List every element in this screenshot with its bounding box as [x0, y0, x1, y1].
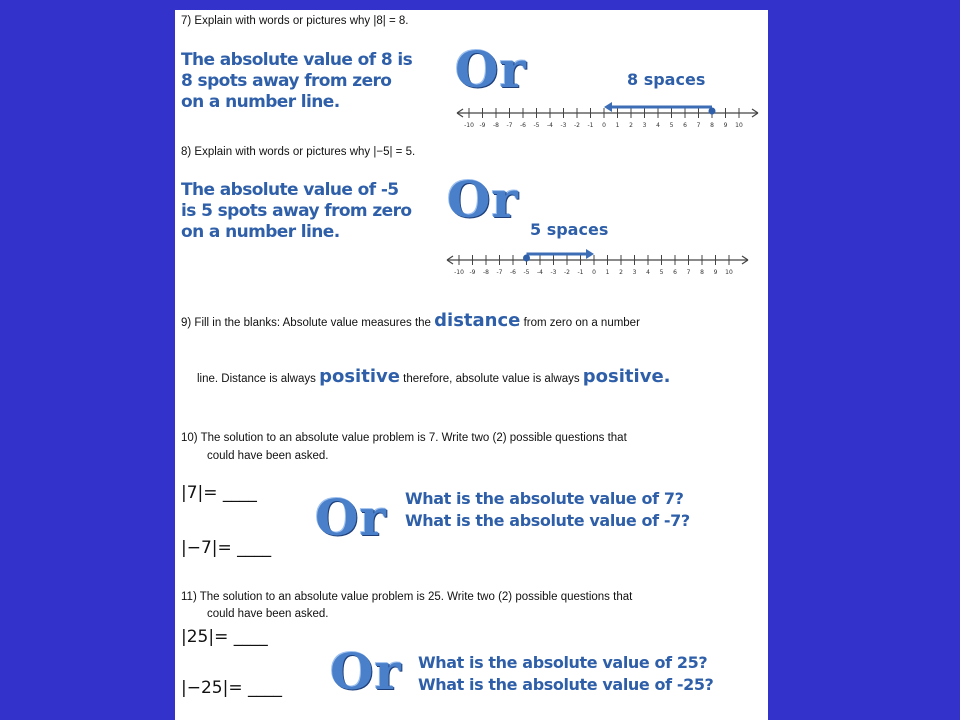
q8-line-tick-label: 5 [659, 269, 664, 276]
q7-line-tick-label: -6 [520, 122, 526, 129]
q9-line-1 [181, 310, 640, 331]
q8-line-distance-arrowhead [586, 249, 594, 259]
q11-or-label: Or [330, 642, 402, 701]
q7-line-tick-label: -1 [587, 122, 594, 129]
q7-answer [181, 50, 412, 113]
q10-answer-2: What is the absolute value of -7? [405, 511, 690, 530]
q9-blank-positive-2: positive. [582, 366, 671, 387]
q7-line-tick-label: 10 [735, 122, 743, 129]
q8-line-tick-label: 8 [700, 269, 704, 276]
q11-answer-1: What is the absolute value of 25? [418, 653, 708, 672]
q11-answer-2: What is the absolute value of -25? [418, 675, 714, 694]
q7-line-tick-label: -2 [574, 122, 580, 129]
q8-answer-line-3: on a number line. [181, 222, 340, 242]
q8-line-tick-label: 6 [673, 269, 677, 276]
worksheet-page [175, 10, 768, 720]
q7-line-tick-label: -7 [506, 122, 513, 129]
q7-answer-line-1: The absolute value of 8 is [181, 50, 413, 70]
q7-line-tick-label: -5 [533, 122, 540, 129]
q8-line-tick-label: -8 [483, 269, 489, 276]
q7-prompt: 7) Explain with words or pictures why |8| = 8. [181, 15, 409, 27]
q8-answer-line-2: is 5 spots away from zero [181, 201, 412, 221]
q8-or-label: Or [447, 170, 519, 229]
q7-line-tick-label: 6 [683, 122, 687, 129]
q11-expression-1: |25|= ____ [181, 627, 268, 647]
q7-line-tick-label: -9 [479, 122, 486, 129]
q8-prompt: 8) Explain with words or pictures why |−5| = 5. [181, 146, 416, 158]
q9-blank-distance: distance [434, 310, 521, 331]
q9-text-1: 9) Fill in the blanks: Absolute value measures the [181, 317, 431, 329]
q8-line-tick-label: -2 [564, 269, 570, 276]
q7-or-label: Or [455, 40, 527, 99]
q7-line-start-point [709, 108, 716, 115]
q10-prompt-line-2: could have been asked. [207, 450, 329, 462]
q8-line-tick-label: -1 [577, 269, 584, 276]
q8-line-tick-label: 3 [632, 269, 637, 276]
q8-line-tick-label: -3 [550, 269, 557, 276]
q10-expression-1: |7|= ____ [181, 483, 257, 503]
q11-expression-2: |−25|= ____ [181, 678, 282, 698]
q10-expression-2: |−7|= ____ [181, 538, 272, 558]
q8-line-tick-label: 10 [725, 269, 733, 276]
q10-prompt-line-1: 10) The solution to an absolute value problem is 7. Write two (2) possible questions that [181, 432, 627, 444]
q9-text-4: therefore, absolute value is always [403, 373, 580, 385]
q9-text-2: from zero on a number [523, 317, 640, 329]
q8-line-tick-label: 1 [605, 269, 610, 276]
q11-prompt-line-2: could have been asked. [207, 608, 329, 620]
q9-blank-positive-1: positive [319, 366, 400, 387]
q8-line-tick-label: -10 [454, 269, 464, 276]
q7-line-tick-label: 1 [615, 122, 620, 129]
q8-line-tick-label: -4 [537, 269, 543, 276]
q8-line-start-point [523, 255, 530, 262]
q8-number-line [445, 242, 750, 282]
q8-arrow-label: 5 spaces [530, 220, 609, 239]
q7-line-tick-label: 5 [669, 122, 674, 129]
q7-line-tick-label: 4 [656, 122, 660, 129]
q7-line-tick-label: 8 [710, 122, 714, 129]
q8-line-tick-label: 7 [686, 269, 691, 276]
q7-line-tick-label: -4 [547, 122, 553, 129]
q8-line-tick-label: 0 [592, 269, 596, 276]
q8-answer [181, 180, 411, 243]
q8-line-tick-label: 2 [619, 269, 623, 276]
q7-line-tick-label: 2 [629, 122, 633, 129]
q8-answer-line-1: The absolute value of -5 [181, 180, 399, 200]
q7-arrow-label: 8 spaces [627, 70, 706, 89]
q10-or-label: Or [315, 488, 387, 547]
q8-line-tick-label: -6 [510, 269, 516, 276]
q10-answers [405, 488, 690, 532]
q9-text-3: line. Distance is always [197, 373, 316, 385]
q7-answer-line-2: 8 spots away from zero [181, 71, 392, 91]
q9-line-2 [197, 366, 671, 387]
q8-line-tick-label: 4 [646, 269, 650, 276]
q8-line-tick-label: -5 [523, 269, 530, 276]
q7-line-distance-arrowhead [604, 102, 612, 112]
q7-line-tick-label: 3 [642, 122, 647, 129]
q8-line-tick-label: -7 [496, 269, 503, 276]
q7-line-tick-label: -3 [560, 122, 567, 129]
q7-line-tick-label: 9 [723, 122, 728, 129]
q7-line-tick-label: 7 [696, 122, 701, 129]
q7-number-line [455, 95, 760, 135]
q11-prompt-line-1: 11) The solution to an absolute value problem is 25. Write two (2) possible questions that [181, 591, 633, 603]
q11-answers [418, 652, 713, 696]
q8-line-tick-label: 9 [713, 269, 718, 276]
q8-line-tick-label: -9 [469, 269, 476, 276]
q7-line-tick-label: -8 [493, 122, 499, 129]
q7-line-tick-label: -10 [464, 122, 474, 129]
q7-answer-line-3: on a number line. [181, 92, 340, 112]
q7-line-tick-label: 0 [602, 122, 606, 129]
q10-answer-1: What is the absolute value of 7? [405, 489, 684, 508]
